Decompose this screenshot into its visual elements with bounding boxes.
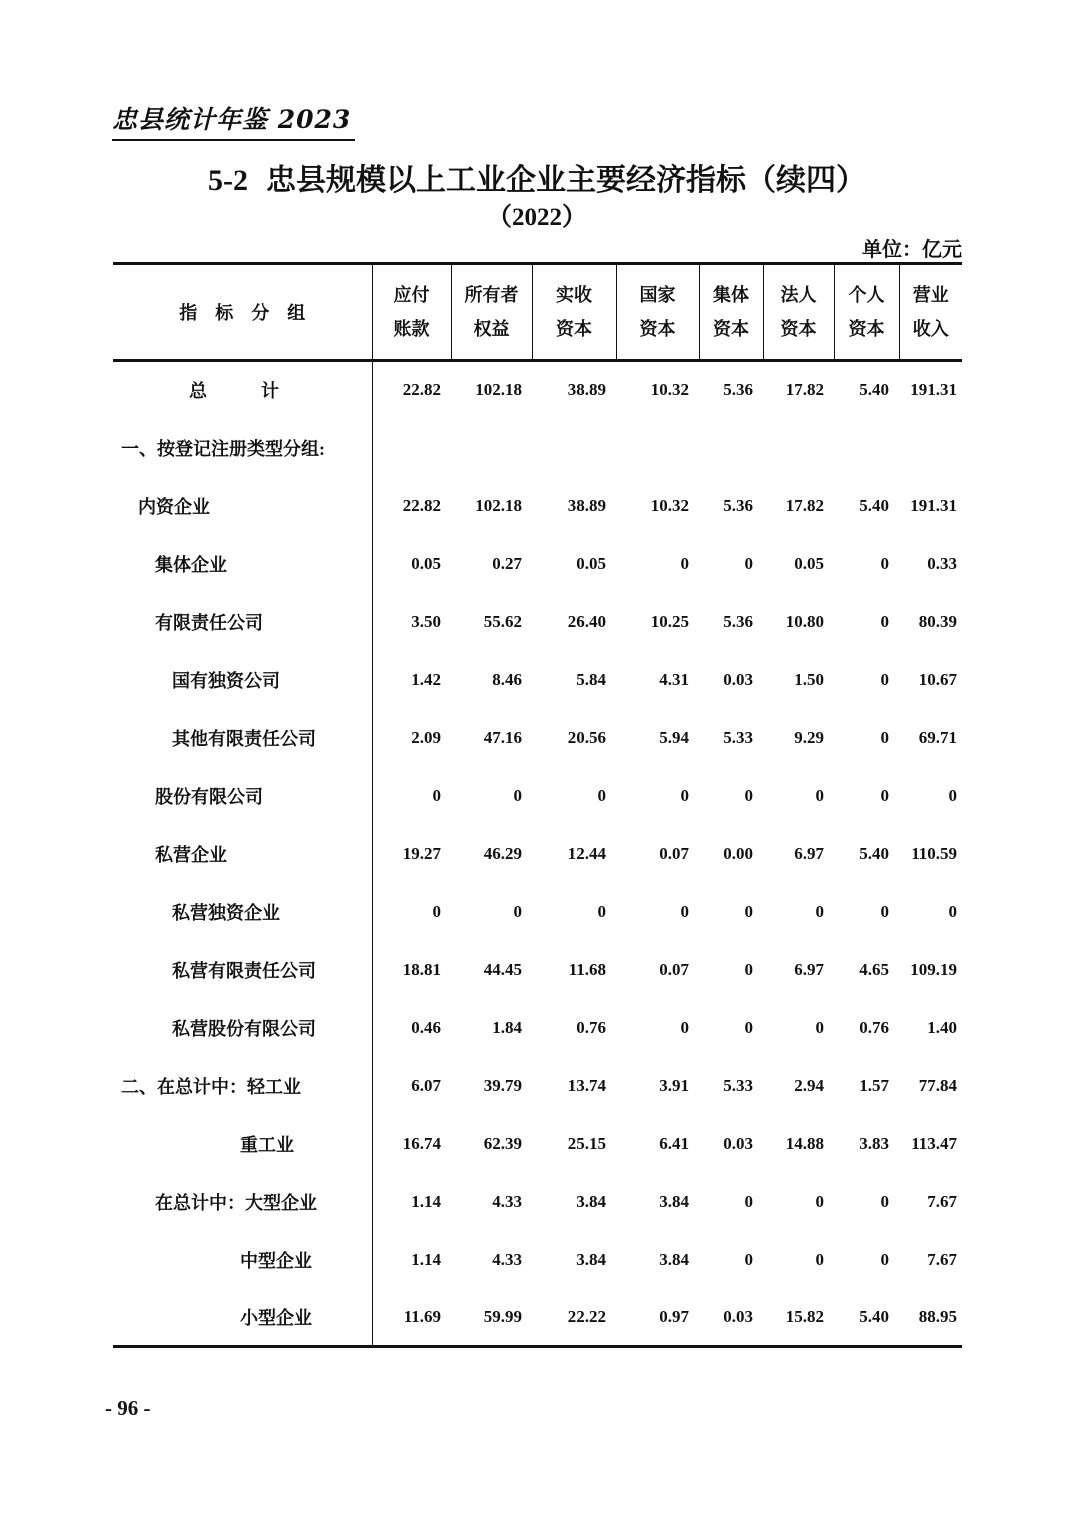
yearbook-brand: 忠县统计年鉴 2023 bbox=[112, 100, 355, 141]
table-row bbox=[113, 361, 962, 419]
cell-value: 0 bbox=[880, 1249, 889, 1269]
cell-value: 77.84 bbox=[918, 1075, 957, 1095]
cell-value: 0 bbox=[815, 1249, 824, 1269]
cell-value: 5.94 bbox=[659, 727, 689, 747]
cell-value: 6.97 bbox=[794, 959, 824, 979]
row-label: 有限责任公司 bbox=[113, 593, 372, 651]
cell-value: 15.82 bbox=[785, 1306, 824, 1326]
cell-value: 0.03 bbox=[723, 1133, 753, 1153]
cell-value: 0 bbox=[680, 785, 689, 805]
row-label: 二、在总计中：轻工业 bbox=[113, 1057, 372, 1115]
cell-value: 0 bbox=[815, 1017, 824, 1037]
table-row bbox=[113, 1115, 962, 1173]
cell-value: 0.03 bbox=[723, 1306, 753, 1326]
table-row bbox=[113, 999, 962, 1057]
table-title-text: 忠县规模以上工业企业主要经济指标（续四） bbox=[266, 164, 866, 197]
cell-value: 10.32 bbox=[650, 380, 689, 400]
cell-value: 1.14 bbox=[411, 1191, 441, 1211]
cell-value: 0.07 bbox=[659, 843, 689, 863]
cell-value: 3.84 bbox=[576, 1249, 606, 1269]
table-row bbox=[113, 1231, 962, 1289]
column-header: 集体 资本 bbox=[699, 264, 763, 361]
cell-value: 0.27 bbox=[492, 553, 522, 573]
cell-value: 80.39 bbox=[918, 611, 957, 631]
cell-value: 0 bbox=[880, 669, 889, 689]
cell-value bbox=[834, 419, 899, 477]
cell-value: 0.05 bbox=[576, 553, 606, 573]
cell-value: 5.40 bbox=[859, 1306, 889, 1326]
cell-value: 0 bbox=[948, 785, 957, 805]
cell-value: 6.07 bbox=[411, 1075, 441, 1095]
column-header: 所有者 权益 bbox=[451, 264, 532, 361]
table-number: 5-2 bbox=[208, 164, 248, 197]
cell-value: 19.27 bbox=[402, 843, 441, 863]
cell-value: 1.84 bbox=[492, 1017, 522, 1037]
cell-value: 0 bbox=[880, 611, 889, 631]
cell-value: 25.15 bbox=[567, 1133, 606, 1153]
cell-value: 0 bbox=[513, 785, 522, 805]
cell-value: 38.89 bbox=[567, 495, 606, 515]
cell-value: 113.47 bbox=[911, 1133, 957, 1153]
cell-value: 0 bbox=[880, 727, 889, 747]
cell-value: 3.50 bbox=[411, 611, 441, 631]
cell-value: 69.71 bbox=[918, 727, 957, 747]
cell-value: 6.41 bbox=[659, 1133, 689, 1153]
cell-value: 2.94 bbox=[794, 1075, 824, 1095]
column-header: 应付 账款 bbox=[372, 264, 451, 361]
cell-value: 22.82 bbox=[402, 380, 441, 400]
cell-value: 0.33 bbox=[927, 553, 957, 573]
cell-value: 18.81 bbox=[402, 959, 441, 979]
cell-value: 0 bbox=[680, 901, 689, 921]
cell-value: 191.31 bbox=[910, 380, 957, 400]
cell-value: 3.84 bbox=[659, 1191, 689, 1211]
row-label: 私营有限责任公司 bbox=[113, 941, 372, 999]
cell-value: 0 bbox=[744, 1191, 753, 1211]
cell-value: 5.36 bbox=[723, 495, 753, 515]
table-row bbox=[113, 419, 962, 477]
table-row bbox=[113, 883, 962, 941]
row-label: 一、按登记注册类型分组: bbox=[113, 419, 372, 477]
cell-value: 59.99 bbox=[483, 1306, 522, 1326]
cell-value: 5.40 bbox=[859, 380, 889, 400]
cell-value: 0.03 bbox=[723, 669, 753, 689]
cell-value: 0.76 bbox=[576, 1017, 606, 1037]
cell-value: 1.50 bbox=[794, 669, 824, 689]
cell-value: 38.89 bbox=[567, 380, 606, 400]
cell-value: 4.31 bbox=[659, 669, 689, 689]
cell-value bbox=[451, 419, 532, 477]
row-label: 私营股份有限公司 bbox=[113, 999, 372, 1057]
cell-value: 0 bbox=[597, 785, 606, 805]
cell-value: 5.36 bbox=[723, 611, 753, 631]
cell-value bbox=[899, 419, 962, 477]
cell-value: 0 bbox=[744, 1017, 753, 1037]
cell-value: 6.97 bbox=[794, 843, 824, 863]
table-row bbox=[113, 535, 962, 593]
cell-value: 102.18 bbox=[475, 495, 522, 515]
cell-value: 10.32 bbox=[650, 495, 689, 515]
cell-value: 0 bbox=[815, 785, 824, 805]
cell-value: 11.68 bbox=[568, 959, 606, 979]
cell-value: 7.67 bbox=[927, 1249, 957, 1269]
cell-value: 5.33 bbox=[723, 1075, 753, 1095]
table-row bbox=[113, 767, 962, 825]
column-header: 营业 收入 bbox=[899, 264, 962, 361]
cell-value: 0 bbox=[880, 1191, 889, 1211]
cell-value: 62.39 bbox=[483, 1133, 522, 1153]
column-header: 国家 资本 bbox=[616, 264, 699, 361]
column-header: 法人 资本 bbox=[763, 264, 834, 361]
cell-value: 46.29 bbox=[483, 843, 522, 863]
table-row bbox=[113, 593, 962, 651]
column-header: 实收 资本 bbox=[532, 264, 616, 361]
cell-value: 8.46 bbox=[492, 669, 522, 689]
cell-value: 0.00 bbox=[723, 843, 753, 863]
row-label: 股份有限公司 bbox=[113, 767, 372, 825]
cell-value: 1.14 bbox=[411, 1249, 441, 1269]
cell-value: 12.44 bbox=[567, 843, 606, 863]
table-year: （2022） bbox=[486, 204, 587, 231]
cell-value: 88.95 bbox=[918, 1306, 957, 1326]
row-label: 国有独资公司 bbox=[113, 651, 372, 709]
cell-value: 109.19 bbox=[910, 959, 957, 979]
cell-value: 16.74 bbox=[402, 1133, 441, 1153]
cell-value: 11.69 bbox=[403, 1306, 441, 1326]
cell-value: 4.33 bbox=[492, 1191, 522, 1211]
cell-value: 22.22 bbox=[567, 1306, 606, 1326]
table-row bbox=[113, 1057, 962, 1115]
cell-value: 110.59 bbox=[911, 843, 957, 863]
cell-value: 0 bbox=[880, 901, 889, 921]
table-row bbox=[113, 651, 962, 709]
cell-value: 191.31 bbox=[910, 495, 957, 515]
table-row bbox=[113, 825, 962, 883]
cell-value bbox=[616, 419, 699, 477]
cell-value: 0 bbox=[744, 959, 753, 979]
row-label: 集体企业 bbox=[113, 535, 372, 593]
cell-value: 47.16 bbox=[483, 727, 522, 747]
cell-value: 14.88 bbox=[785, 1133, 824, 1153]
cell-value: 3.84 bbox=[576, 1191, 606, 1211]
cell-value: 9.29 bbox=[794, 727, 824, 747]
cell-value: 7.67 bbox=[927, 1191, 957, 1211]
unit-label: 单位：亿元 bbox=[862, 239, 962, 261]
cell-value: 13.74 bbox=[567, 1075, 606, 1095]
cell-value: 17.82 bbox=[785, 380, 824, 400]
cell-value: 20.56 bbox=[567, 727, 606, 747]
cell-value: 10.67 bbox=[918, 669, 957, 689]
cell-value: 0 bbox=[680, 553, 689, 573]
row-label: 小型企业 bbox=[113, 1289, 372, 1347]
table-row bbox=[113, 941, 962, 999]
cell-value: 102.18 bbox=[475, 380, 522, 400]
cell-value: 39.79 bbox=[483, 1075, 522, 1095]
table-header-row bbox=[113, 264, 962, 361]
cell-value: 5.33 bbox=[723, 727, 753, 747]
cell-value: 1.40 bbox=[927, 1017, 957, 1037]
cell-value: 0 bbox=[432, 901, 441, 921]
cell-value: 4.33 bbox=[492, 1249, 522, 1269]
cell-value: 5.40 bbox=[859, 843, 889, 863]
page-number: - 96 - bbox=[105, 1396, 151, 1420]
row-label: 中型企业 bbox=[113, 1231, 372, 1289]
cell-value: 5.84 bbox=[576, 669, 606, 689]
cell-value: 0 bbox=[680, 1017, 689, 1037]
cell-value: 0 bbox=[432, 785, 441, 805]
cell-value bbox=[763, 419, 834, 477]
cell-value: 0 bbox=[880, 785, 889, 805]
cell-value: 5.36 bbox=[723, 380, 753, 400]
column-header: 个人 资本 bbox=[834, 264, 899, 361]
cell-value: 0.46 bbox=[411, 1017, 441, 1037]
cell-value: 0.97 bbox=[659, 1306, 689, 1326]
row-label: 重工业 bbox=[113, 1115, 372, 1173]
cell-value: 17.82 bbox=[785, 495, 824, 515]
table-row bbox=[113, 477, 962, 535]
cell-value: 3.84 bbox=[659, 1249, 689, 1269]
cell-value: 10.25 bbox=[650, 611, 689, 631]
cell-value: 0 bbox=[948, 901, 957, 921]
table-row bbox=[113, 709, 962, 767]
cell-value: 0 bbox=[744, 901, 753, 921]
cell-value: 0 bbox=[815, 901, 824, 921]
table-row bbox=[113, 1289, 962, 1347]
page-title bbox=[0, 155, 1074, 199]
row-label: 其他有限责任公司 bbox=[113, 709, 372, 767]
cell-value: 0 bbox=[513, 901, 522, 921]
cell-value: 2.09 bbox=[411, 727, 441, 747]
row-label: 内资企业 bbox=[113, 477, 372, 535]
row-label: 私营独资企业 bbox=[113, 883, 372, 941]
cell-value: 0 bbox=[597, 901, 606, 921]
cell-value: 0 bbox=[744, 785, 753, 805]
cell-value bbox=[532, 419, 616, 477]
cell-value: 3.91 bbox=[659, 1075, 689, 1095]
cell-value: 0 bbox=[744, 553, 753, 573]
cell-value: 0.05 bbox=[411, 553, 441, 573]
cell-value: 1.42 bbox=[411, 669, 441, 689]
cell-value: 0 bbox=[815, 1191, 824, 1211]
cell-value: 44.45 bbox=[483, 959, 522, 979]
cell-value: 10.80 bbox=[785, 611, 824, 631]
cell-value: 0.05 bbox=[794, 553, 824, 573]
cell-value: 26.40 bbox=[567, 611, 606, 631]
cell-value: 0 bbox=[744, 1249, 753, 1269]
indicators-table bbox=[113, 262, 962, 1348]
row-group-header: 指 标 分 组 bbox=[113, 264, 372, 361]
cell-value bbox=[372, 419, 451, 477]
row-label: 私营企业 bbox=[113, 825, 372, 883]
cell-value: 22.82 bbox=[402, 495, 441, 515]
cell-value: 0.07 bbox=[659, 959, 689, 979]
cell-value: 4.65 bbox=[859, 959, 889, 979]
cell-value: 5.40 bbox=[859, 495, 889, 515]
cell-value: 0.76 bbox=[859, 1017, 889, 1037]
cell-value bbox=[699, 419, 763, 477]
cell-value: 1.57 bbox=[859, 1075, 889, 1095]
row-label: 在总计中：大型企业 bbox=[113, 1173, 372, 1231]
cell-value: 3.83 bbox=[859, 1133, 889, 1153]
cell-value: 55.62 bbox=[483, 611, 522, 631]
cell-value: 0 bbox=[880, 553, 889, 573]
table-row bbox=[113, 1173, 962, 1231]
row-label: 总 计 bbox=[113, 361, 372, 419]
